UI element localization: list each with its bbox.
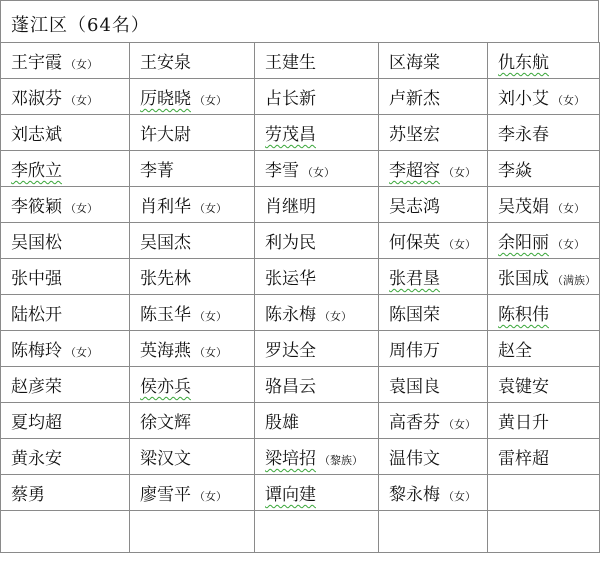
person-note: （女）	[443, 166, 476, 179]
person-note: （满族）	[552, 274, 596, 287]
table-row	[1, 187, 600, 223]
person-name: 骆昌云	[265, 377, 316, 397]
table-row	[1, 367, 600, 403]
person-name: 侯亦兵	[140, 377, 191, 397]
person-name: 吴国杰	[140, 233, 191, 253]
name-cell	[488, 295, 600, 331]
name-cell	[130, 223, 255, 259]
name-cell	[255, 295, 379, 331]
person-name: 张中强	[11, 269, 62, 289]
name-cell	[379, 115, 488, 151]
name-table-body	[1, 43, 600, 553]
person-note: （黎族）	[319, 454, 363, 467]
name-cell	[379, 259, 488, 295]
person-note: （女）	[552, 94, 585, 107]
name-cell	[488, 151, 600, 187]
person-name: 仇东航	[498, 53, 549, 73]
name-cell	[488, 115, 600, 151]
person-note: （女）	[443, 490, 476, 503]
person-note: （女）	[65, 346, 98, 359]
person-note: （女）	[194, 346, 227, 359]
name-cell	[255, 151, 379, 187]
name-cell	[255, 223, 379, 259]
person-note: （女）	[194, 202, 227, 215]
person-name: 陈国荣	[389, 305, 440, 325]
person-name: 英海燕	[140, 341, 191, 361]
person-name: 何保英	[389, 233, 440, 253]
table-row	[1, 331, 600, 367]
person-name: 吴志鸿	[389, 197, 440, 217]
person-name: 黄日升	[498, 413, 549, 433]
name-cell	[255, 403, 379, 439]
person-name: 李超容	[389, 161, 440, 181]
person-name: 肖继明	[265, 197, 316, 217]
person-name: 梁汉文	[140, 449, 191, 469]
person-name: 苏坚宏	[389, 125, 440, 145]
name-cell	[255, 115, 379, 151]
name-cell	[488, 223, 600, 259]
name-cell	[1, 439, 130, 475]
name-cell	[130, 79, 255, 115]
title-row	[0, 0, 599, 42]
name-cell	[255, 259, 379, 295]
person-name: 陆松开	[11, 305, 62, 325]
name-cell	[1, 295, 130, 331]
name-cell	[1, 475, 130, 511]
person-note: （女）	[552, 238, 585, 251]
person-name: 陈永梅	[265, 305, 316, 325]
person-name: 赵彦荣	[11, 377, 62, 397]
table-row	[1, 79, 600, 115]
name-cell	[255, 475, 379, 511]
name-cell	[255, 79, 379, 115]
person-name: 黎永梅	[389, 485, 440, 505]
name-cell	[379, 295, 488, 331]
person-name: 赵全	[498, 341, 532, 361]
name-cell	[488, 187, 600, 223]
empty-row	[1, 511, 600, 553]
name-cell	[1, 367, 130, 403]
person-name: 余阳丽	[498, 233, 549, 253]
person-name: 徐文辉	[140, 413, 191, 433]
empty-cell	[255, 511, 379, 553]
name-cell	[488, 331, 600, 367]
name-cell	[1, 151, 130, 187]
name-cell	[130, 43, 255, 79]
table-row	[1, 475, 600, 511]
name-cell	[488, 259, 600, 295]
table-row	[1, 403, 600, 439]
person-name: 张先林	[140, 269, 191, 289]
person-name: 陈梅玲	[11, 341, 62, 361]
person-name: 李欣立	[11, 161, 62, 181]
person-name: 利为民	[265, 233, 316, 253]
person-name: 李永春	[498, 125, 549, 145]
name-cell	[488, 43, 600, 79]
person-note: （女）	[443, 238, 476, 251]
person-name: 殷雄	[265, 413, 299, 433]
person-name: 李筱颖	[11, 197, 62, 217]
name-cell	[130, 295, 255, 331]
name-cell	[130, 151, 255, 187]
person-name: 吴茂娟	[498, 197, 549, 217]
person-note: （女）	[65, 94, 98, 107]
person-name: 刘志斌	[11, 125, 62, 145]
person-note: （女）	[194, 490, 227, 503]
person-name: 厉晓晓	[140, 89, 191, 109]
person-name: 邓淑芬	[11, 89, 62, 109]
person-name: 王安泉	[140, 53, 191, 73]
name-cell	[255, 367, 379, 403]
person-name: 袁国良	[389, 377, 440, 397]
name-cell	[379, 403, 488, 439]
name-cell	[1, 187, 130, 223]
name-cell	[130, 403, 255, 439]
person-note: （女）	[194, 310, 227, 323]
person-name: 廖雪平	[140, 485, 191, 505]
name-cell	[255, 331, 379, 367]
name-cell	[379, 151, 488, 187]
table-row	[1, 259, 600, 295]
name-cell	[488, 439, 600, 475]
name-cell	[379, 79, 488, 115]
name-cell	[130, 115, 255, 151]
person-note: （女）	[65, 58, 98, 71]
name-cell	[255, 187, 379, 223]
name-table	[0, 42, 600, 553]
name-cell	[1, 403, 130, 439]
name-cell	[1, 79, 130, 115]
name-cell	[488, 367, 600, 403]
person-name: 张国成	[498, 269, 549, 289]
person-name: 陈玉华	[140, 305, 191, 325]
district-title: 蓬江区（64名）	[11, 15, 150, 36]
person-name: 雷梓超	[498, 449, 549, 469]
person-name: 蔡勇	[11, 485, 45, 505]
person-note: （女）	[319, 310, 352, 323]
name-cell	[1, 223, 130, 259]
name-cell	[255, 439, 379, 475]
name-cell	[379, 43, 488, 79]
person-note: （女）	[552, 202, 585, 215]
person-name: 许大尉	[140, 125, 191, 145]
name-cell	[1, 115, 130, 151]
table-row	[1, 439, 600, 475]
empty-cell	[130, 511, 255, 553]
empty-cell	[488, 511, 600, 553]
person-name: 王宇霞	[11, 53, 62, 73]
person-name: 袁键安	[498, 377, 549, 397]
name-cell	[130, 187, 255, 223]
table-row	[1, 223, 600, 259]
name-cell	[488, 79, 600, 115]
person-name: 李焱	[498, 161, 532, 181]
person-name: 周伟万	[389, 341, 440, 361]
name-cell	[255, 43, 379, 79]
person-note: （女）	[194, 94, 227, 107]
person-name: 张君垦	[389, 269, 440, 289]
person-name: 夏均超	[11, 413, 62, 433]
person-name: 王建生	[265, 53, 316, 73]
table-row	[1, 151, 600, 187]
person-name: 劳茂昌	[265, 125, 316, 145]
person-name: 高香芬	[389, 413, 440, 433]
person-name: 刘小艾	[498, 89, 549, 109]
name-cell	[130, 367, 255, 403]
name-cell	[379, 475, 488, 511]
empty-cell	[379, 511, 488, 553]
person-name: 黄永安	[11, 449, 62, 469]
person-name: 温伟文	[389, 449, 440, 469]
name-cell	[1, 331, 130, 367]
empty-cell	[1, 511, 130, 553]
name-cell	[488, 475, 600, 511]
name-cell	[379, 331, 488, 367]
name-cell	[130, 331, 255, 367]
person-name: 谭向建	[265, 485, 316, 505]
table-row	[1, 115, 600, 151]
person-name: 罗达全	[265, 341, 316, 361]
person-name: 梁培招	[265, 449, 316, 469]
table-row	[1, 43, 600, 79]
person-name: 吴国松	[11, 233, 62, 253]
person-name: 占长新	[265, 89, 316, 109]
person-name: 李雪	[265, 161, 299, 181]
person-note: （女）	[443, 418, 476, 431]
person-name: 区海棠	[389, 53, 440, 73]
person-name: 陈积伟	[498, 305, 549, 325]
person-note: （女）	[302, 166, 335, 179]
name-cell	[130, 475, 255, 511]
person-name: 肖利华	[140, 197, 191, 217]
name-cell	[379, 187, 488, 223]
name-cell	[130, 259, 255, 295]
name-cell	[379, 367, 488, 403]
name-cell	[1, 43, 130, 79]
name-cell	[379, 439, 488, 475]
name-cell	[488, 403, 600, 439]
person-note: （女）	[65, 202, 98, 215]
name-cell	[1, 259, 130, 295]
person-name: 张运华	[265, 269, 316, 289]
table-row	[1, 295, 600, 331]
person-name: 李菁	[140, 161, 174, 181]
name-cell	[379, 223, 488, 259]
name-cell	[130, 439, 255, 475]
person-name: 卢新杰	[389, 89, 440, 109]
